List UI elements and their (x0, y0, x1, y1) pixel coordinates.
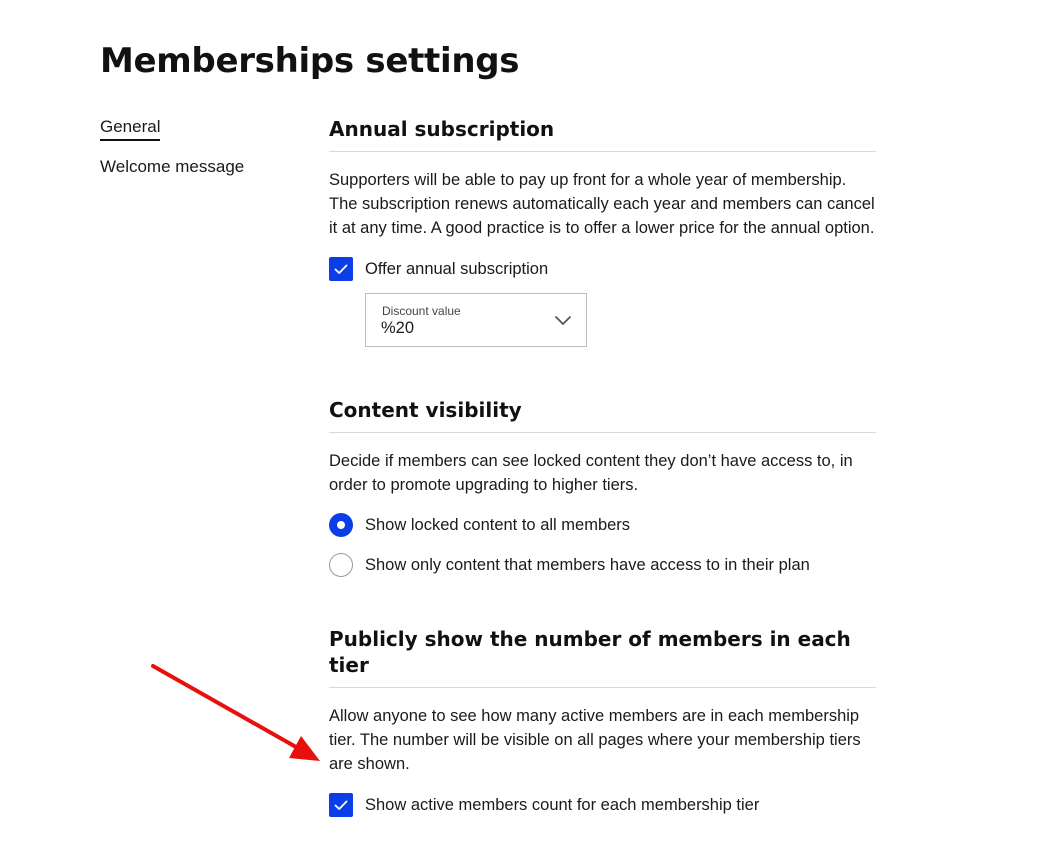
settings-side-nav (100, 116, 244, 178)
discount-value-label: Discount value (382, 304, 461, 318)
show-only-accessible-content-label: Show only content that members have access to in their plan (365, 555, 810, 574)
content-visibility-description: Decide if members can see locked content they don’t have access to, in order to promote upgrading to higher tiers. (329, 452, 853, 494)
content-visibility-section (329, 397, 876, 577)
content-visibility-heading: Content visibility (329, 397, 876, 433)
discount-value: %20 (381, 319, 415, 337)
offer-annual-subscription-label: Offer annual subscription (365, 259, 549, 278)
show-active-members-count-option[interactable] (329, 793, 876, 817)
show-only-accessible-content-radio[interactable] (329, 553, 353, 577)
offer-annual-subscription-checkbox[interactable] (329, 257, 353, 281)
show-only-accessible-content-option[interactable] (329, 553, 876, 577)
check-icon (334, 264, 348, 275)
page-title: Memberships settings (100, 41, 520, 81)
annual-subscription-description: Supporters will be able to pay up front for a whole year of membership. The subscription renews automatically each year and members can cancel it at any time. A good practice is to offer a lower price for the annual option. (329, 171, 875, 237)
check-icon (334, 800, 348, 811)
offer-annual-subscription-option[interactable] (329, 257, 876, 281)
nav-item-welcome-message[interactable]: Welcome message (100, 157, 245, 176)
nav-item-general[interactable]: General (100, 116, 160, 141)
discount-value-select[interactable] (365, 293, 587, 347)
member-count-heading: Publicly show the number of members in each tier (329, 626, 876, 688)
annual-subscription-heading: Annual subscription (329, 116, 876, 152)
member-count-description: Allow anyone to see how many active members are in each membership tier. The number will be visible on all pages where your membership tiers are shown. (329, 707, 861, 773)
chevron-down-icon (554, 314, 572, 326)
show-active-members-count-checkbox[interactable] (329, 793, 353, 817)
radio-dot (337, 521, 345, 529)
show-locked-content-label: Show locked content to all members (365, 515, 631, 534)
show-locked-content-radio[interactable] (329, 513, 353, 537)
member-count-section (329, 626, 876, 817)
show-active-members-count-label: Show active members count for each membership tier (365, 795, 760, 814)
show-locked-content-option[interactable] (329, 513, 876, 537)
annual-subscription-section (329, 116, 876, 347)
